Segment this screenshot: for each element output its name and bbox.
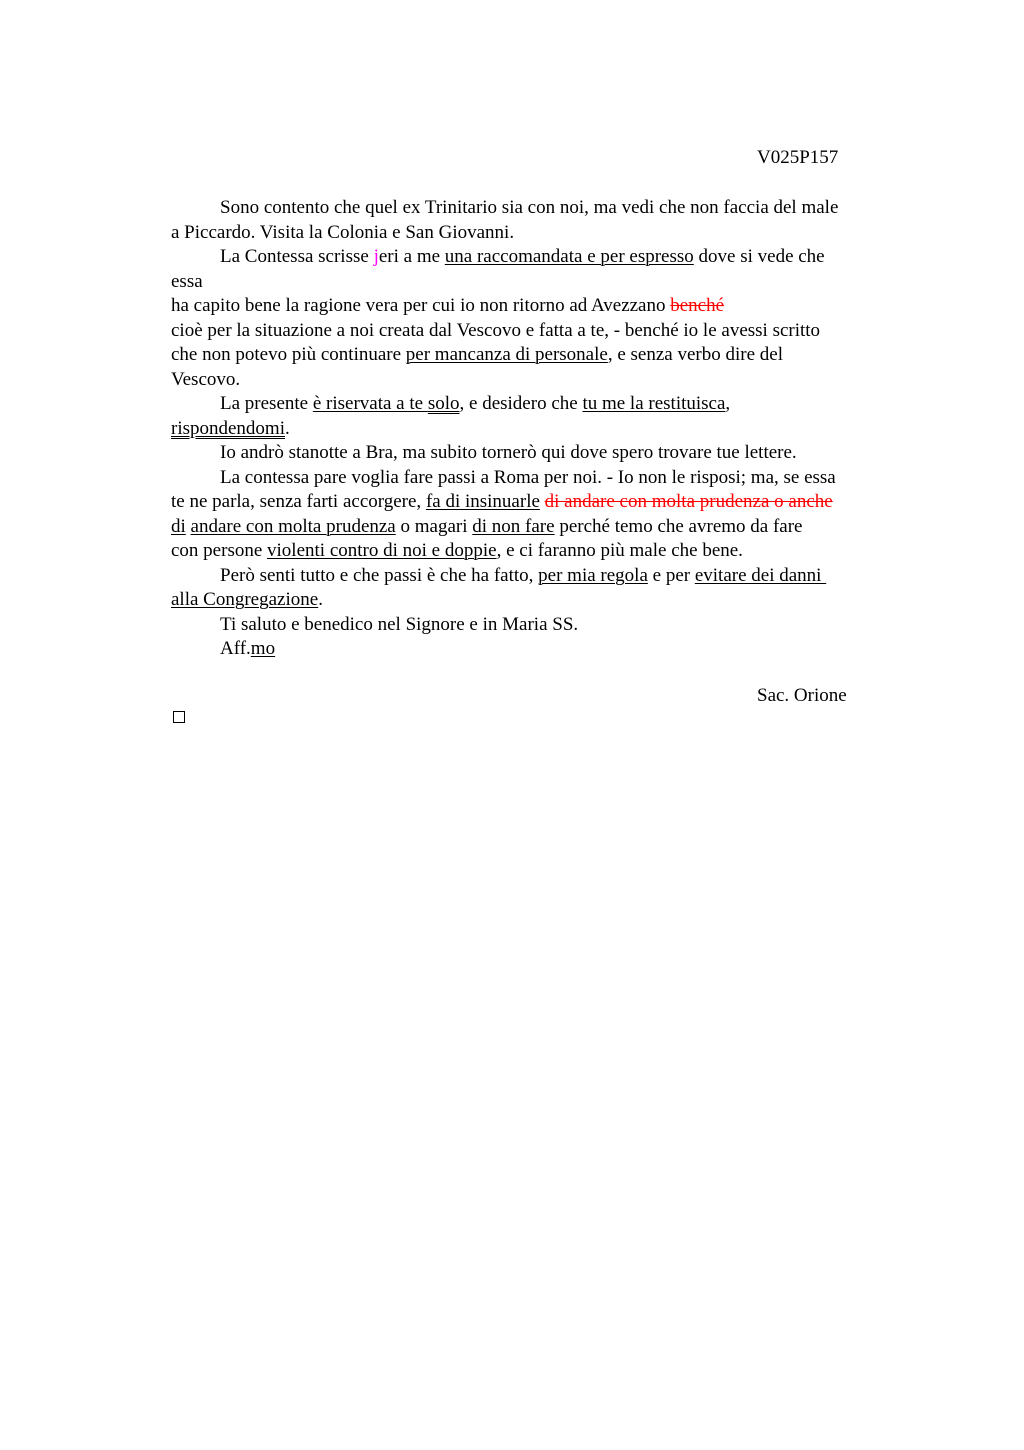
text-line <box>171 417 895 442</box>
text-line <box>171 343 895 368</box>
text-line: cioè per la situazione a noi creata dal Vescovo e fatta a te, - benché io le avessi scritto <box>171 319 821 341</box>
underlined-text: per mia regola <box>538 564 648 586</box>
deleted-text: di andare con molta prudenza o anche <box>544 491 833 512</box>
text-line <box>171 294 895 319</box>
text-run: eri a me <box>378 246 445 267</box>
text-line: Sono contento che quel ex Trinitario sia con noi, ma vedi che non faccia del male <box>220 197 839 218</box>
page-reference: V025P157 <box>757 147 839 168</box>
underlined-text: per mancanza di personale <box>405 344 608 365</box>
text-line: a Piccardo. Visita la Colonia e San Giovanni. <box>171 221 515 243</box>
letter-body <box>171 196 895 662</box>
text-line <box>171 515 895 540</box>
underlined-text: fa di insinuarle <box>425 491 540 512</box>
text-run: te ne parla, senza farti accorgere, <box>171 491 426 512</box>
underlined-text: andare con molta prudenza <box>190 515 396 537</box>
text-run: , e desidero che <box>459 393 583 414</box>
text-run: Aff. <box>220 638 251 659</box>
text-run: perché temo che avremo da fare <box>554 515 803 537</box>
inserted-letter: j <box>373 246 379 267</box>
underlined-text: mo <box>250 638 276 659</box>
text-line <box>171 637 895 662</box>
text-run: Però senti tutto e che passi è che ha fatto, <box>220 564 539 586</box>
text-run: La Contessa scrisse <box>220 246 374 267</box>
underlined-text: una raccomandata e per espresso <box>444 246 694 267</box>
text-run: . <box>318 589 323 610</box>
underlined-text: tu me la restituisca <box>582 393 726 414</box>
text-run: , e ci faranno più male che bene. <box>496 540 743 561</box>
text-run: o magari <box>395 515 473 537</box>
text-line: Vescovo. <box>171 368 241 390</box>
text-run: che non potevo più continuare <box>171 344 406 365</box>
text-run: dove si vede che <box>693 246 825 267</box>
underlined-text: di <box>171 515 186 537</box>
text-line <box>171 490 895 515</box>
double-underlined-text: solo <box>427 393 460 414</box>
signature: Sac. Orione <box>757 685 847 706</box>
underlined-text: alla Congregazione <box>171 589 319 610</box>
underlined-text: di non fare <box>472 515 555 537</box>
text-run: La presente <box>220 393 313 414</box>
underlined-text: violenti contro di noi e doppie <box>267 540 497 561</box>
checkbox-square-icon <box>173 711 185 723</box>
double-underlined-text: rispondendomi <box>171 417 285 439</box>
text-line: Ti saluto e benedico nel Signore e in Maria SS. <box>220 613 579 635</box>
text-run: con persone <box>171 540 268 561</box>
deleted-text: benché <box>670 295 725 316</box>
text-line <box>171 392 895 417</box>
text-line: essa <box>171 270 203 292</box>
text-run: , <box>725 393 731 414</box>
text-run: e per <box>647 564 695 586</box>
text-line: Io andrò stanotte a Bra, ma subito tornerò qui dove spero trovare tue lettere. <box>220 442 797 463</box>
text-line <box>171 539 895 564</box>
text-line <box>171 588 895 613</box>
underlined-text: è riservata a te <box>312 393 428 414</box>
underlined-text: evitare dei danni <box>694 564 827 586</box>
text-run: ha capito bene la ragione vera per cui io non ritorno ad Avezzano <box>171 295 671 316</box>
text-line <box>171 564 895 589</box>
text-run: , e senza verbo dire del <box>607 344 783 365</box>
text-line <box>171 245 895 270</box>
text-line: La contessa pare voglia fare passi a Roma per noi. - Io non le risposi; ma, se essa <box>220 466 836 488</box>
text-run: . <box>285 417 290 439</box>
